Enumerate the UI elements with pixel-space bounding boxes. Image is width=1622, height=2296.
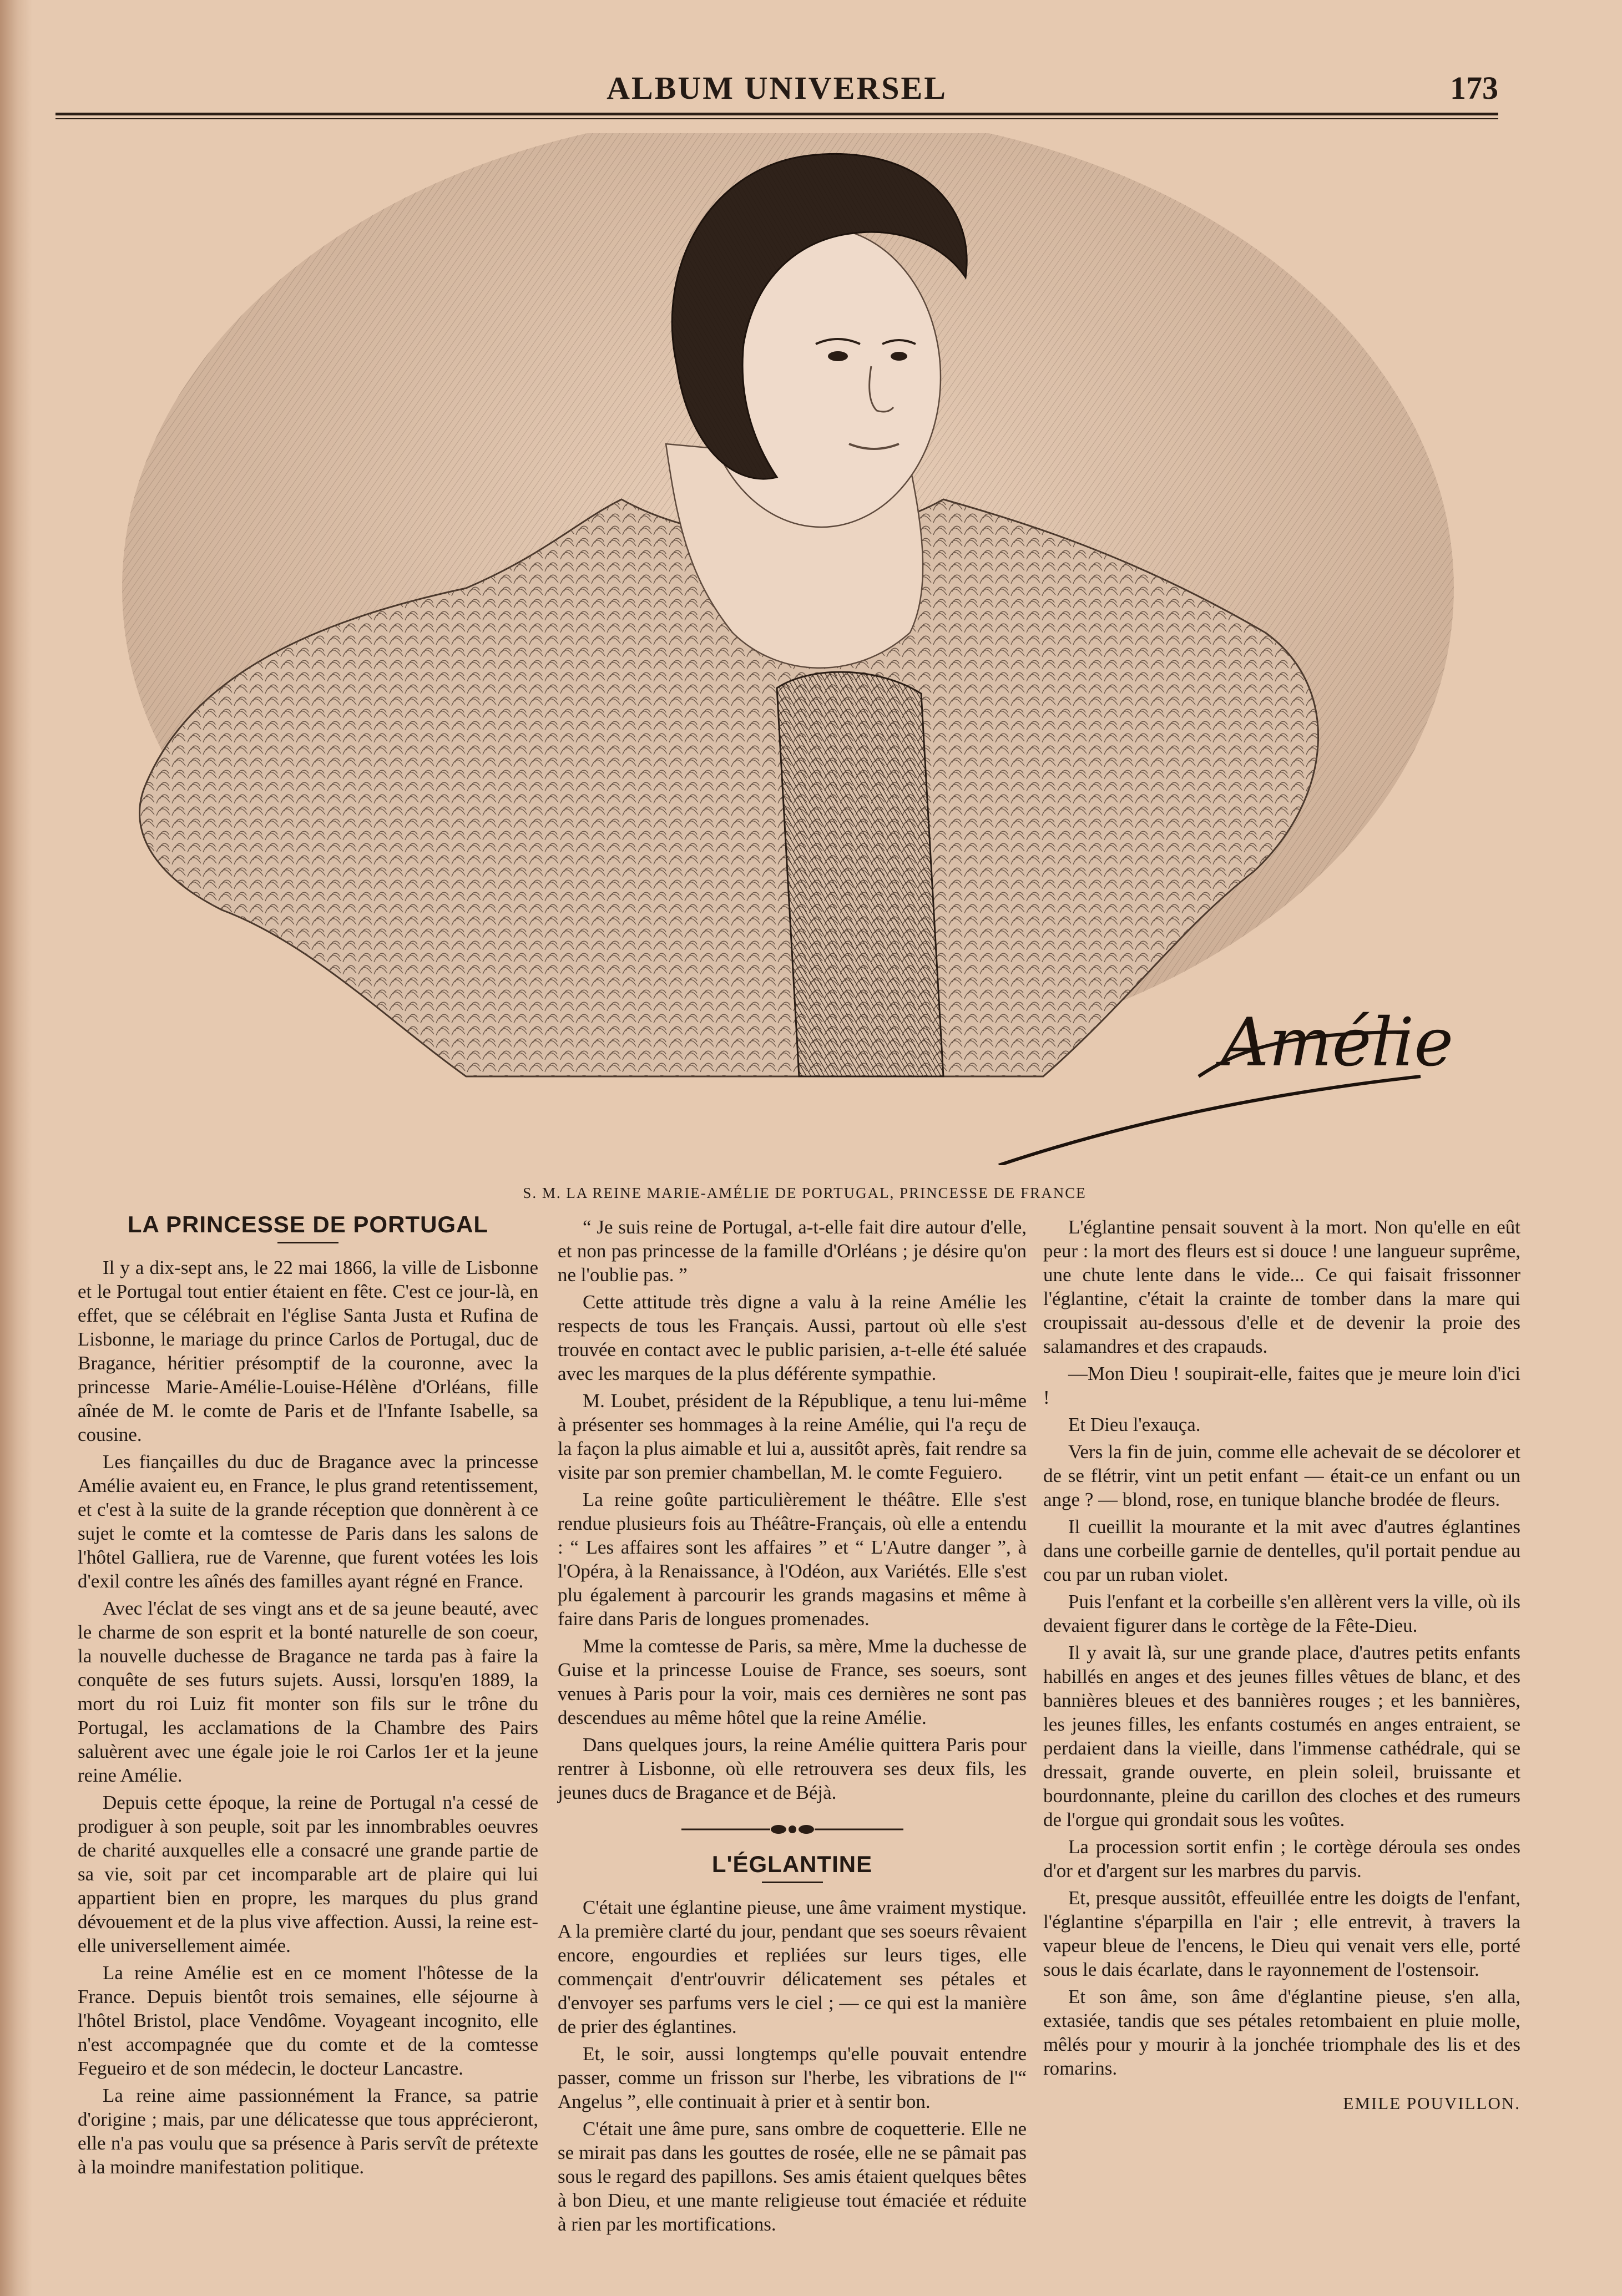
column-middle <box>558 1215 1027 2239</box>
paragraph: Il cueillit la mourante et la mit avec d'autres églantines dans une corbeille garnie de dentelles, qu'il portait pendue au cou par un ruban violet. <box>1043 1516 1520 1585</box>
paragraph: M. Loubet, président de la République, a tenu lui-même à présenter ses hommages à la reine Amélie, qui l'a reçu de la façon la plus aimable et lui a, aussitôt après, fait rendre sa visite par son premier chambellan, M. le comte Feguiero. <box>558 1390 1027 1483</box>
paragraph: Vers la fin de juin, comme elle achevait de se décolorer et de se flétrir, vint un petit enfant — était-ce un enfant ou un ange ? — blond, rose, en tunique blanche brodée de fleurs. <box>1043 1441 1520 1510</box>
page-number: 173 <box>1450 70 1498 106</box>
queen-portrait-engraving <box>78 133 1454 1165</box>
column-right <box>1043 1215 1520 2115</box>
masthead-rule-bottom <box>55 118 1498 119</box>
author-signature: EMILE POUVILLON. <box>1343 2093 1520 2113</box>
paragraph: “ Je suis reine de Portugal, a-t-elle fait dire autour d'elle, et non pas princesse de la famille d'Orléans ; je désire qu'on ne l'oublie pas. ” <box>558 1216 1027 1286</box>
paragraph: Puis l'enfant et la corbeille s'en allèrent vers la ville, où ils devaient figurer dans le cortège de la Fête-Dieu. <box>1043 1591 1520 1636</box>
signature: Amélie <box>1221 1004 1454 1081</box>
section-ornament <box>681 1821 903 1838</box>
bodice <box>777 672 943 1076</box>
paragraph: La procession sortit enfin ; le cortège déroula ses ondes d'or et d'argent sur les marbres du parvis. <box>1043 1836 1520 1882</box>
column-left <box>78 1212 538 2182</box>
article-heading-eglantine: L'ÉGLANTINE <box>711 1851 873 1877</box>
paragraph: Depuis cette époque, la reine de Portugal n'a cessé de prodiguer à son peuple, soit par les innombrables oeuvres de charité auxquelles elle a consacré une grande partie de sa vie, soit par cet incomparable art de plaire qui lui appartient bien en propre, les marques du plus grand dévouement et de la plus vive affection. Aussi, la reine est-elle universellement aimée. <box>78 1792 538 1956</box>
portrait-caption: S. M. LA REINE MARIE-AMÉLIE DE PORTUGAL, PRINCESSE DE FRANCE <box>523 1185 1087 1201</box>
paragraph: Et, le soir, aussi longtemps qu'elle pouvait entendre passer, comme un frisson sur l'herbe, les vibrations de l'“ Angelus ”, elle continuait à prier et à sentir bon. <box>558 2043 1027 2112</box>
paragraph: Les fiançailles du duc de Bragance avec la princesse Amélie avaient eu, en France, le plus grand retentissement, et c'est à la suite de la grande réception que donnèrent à ce sujet le comte et la comtesse de Paris dans les salons de l'hôtel Galliera, rue de Varenne, que furent votées les lois d'exil contre les aînés des familles ayant régné en France. <box>78 1451 538 1592</box>
paragraph: Il y a dix-sept ans, le 22 mai 1866, la ville de Lisbonne et le Portugal tout entier étaient en fête. C'est ce jour-là, en effet, que se célébrait en l'église Santa Justa et Rufina de Lisbonne, le mariage du prince Carlos de Portugal, duc de Bragance, héritier présomptif de la couronne, avec la princesse Marie-Amélie-Louise-Hélène d'Orléans, fille aînée de M. le comte de Paris et de l'Infante Isabelle, sa cousine. <box>78 1257 538 1445</box>
page-left-edge <box>0 0 32 2296</box>
masthead-rule-top <box>55 113 1498 115</box>
masthead-title: ALBUM UNIVERSEL <box>607 70 947 106</box>
paragraph: —Mon Dieu ! soupirait-elle, faites que je meure loin d'ici ! <box>1043 1363 1520 1408</box>
article-heading-princesse: LA PRINCESSE DE PORTUGAL <box>127 1211 489 1237</box>
paragraph: Et, presque aussitôt, effeuillée entre les doigts de l'enfant, l'églantine s'éparpilla en l'air ; elle entrevit, à travers la vapeur bleue de l'encens, le Dieu qui venait vers elle, porté sous le dais écarlate, dans le rayonnement de l'ostensoir. <box>1043 1887 1520 1980</box>
paragraph: Et son âme, son âme d'églantine pieuse, s'en alla, extasiée, tandis que ses pétales retombaient en pluie molle, mêlés pour y mourir à la jonchée triomphale des lis et des romarins. <box>1043 1986 1520 2079</box>
paragraph: La reine goûte particulièrement le théâtre. Elle s'est rendue plusieurs fois au Théâtre-Français, où elle a entendu : “ Les affaires sont les affaires ” et “ L'Autre danger ”, à l'Opéra, à la Renaissance, à l'Odéon, aux Variétés. Elle s'est plu également à parcourir les grands magasins et même à faire dans Paris de longues promenades. <box>558 1489 1027 1630</box>
heading-rule <box>762 1882 823 1883</box>
paragraph: Et Dieu l'exauça. <box>1068 1414 1201 1435</box>
paragraph: Avec l'éclat de ses vingt ans et de sa jeune beauté, avec le charme de son esprit et la bonté naturelle de son coeur, la nouvelle duchesse de Bragance ne tarda pas à faire la conquête de ses futurs sujets. Aussi, lorsqu'en 1889, la mort du roi Luiz fit monter son fils sur le trône du Portugal, les acclamations de la Chambre des Pairs saluèrent avec une égale joie le roi Carlos 1er et la jeune reine Amélie. <box>78 1597 538 1786</box>
paragraph: C'était une âme pure, sans ombre de coquetterie. Elle ne se mirait pas dans les gouttes de rosée, elle ne se pâmait pas sous le regard des papillons. Ses amis étaient quelques bêtes à bon Dieu, et une mante religieuse tout émaciée et réduite à rien par les mortifications. <box>558 2118 1027 2235</box>
paragraph: Cette attitude très digne a valu à la reine Amélie les respects de tous les Français. Aussi, partout où elle s'est trouvée en contact avec le public parisien, a-t-elle été saluée avec les marques de la plus déférente sympathie. <box>558 1291 1027 1384</box>
masthead <box>55 69 1498 106</box>
paragraph: L'églantine pensait souvent à la mort. Non qu'elle en eût peur : la mort des fleurs est si douce ! une langueur suprême, une chute lente dans le vide... Ce qui faisait frissonner l'églantine, c'était la crainte de tomber dans la mare qui croupissait au-dessous d'elle et de devenir la proie des salamandres et des crapauds. <box>1043 1216 1520 1357</box>
paragraph: Mme la comtesse de Paris, sa mère, Mme la duchesse de Guise et la princesse Louise de France, ses soeurs, sont venues à Paris pour la voir, mais ces dernières ne sont pas descendues au même hôtel que la reine Amélie. <box>558 1635 1027 1728</box>
paragraph: C'était une églantine pieuse, une âme vraiment mystique. A la première clarté du jour, pendant que ses soeurs rêvaient encore, engourdies et repliées sur leurs tiges, elle commençait d'entr'ouvrir délicatement ses pétales et d'envoyer ses parfums vers le ciel ; — ce qui est la manière de prier des églantines. <box>558 1897 1027 2037</box>
paragraph: La reine Amélie est en ce moment l'hôtesse de la France. Depuis bientôt trois semaines, elle séjourne à l'hôtel Bristol, place Vendôme. Voyageant incognito, elle n'est accompagnée que du comte et de la comtesse Fegueiro et de son médecin, le docteur Lancastre. <box>78 1962 538 2079</box>
paragraph: Il y avait là, sur une grande place, d'autres petits enfants habillés en anges et des jeunes filles vêtues de blanc, et des bannières bleues et des bannières rouges ; et les bannières, les jeunes filles, les enfants costumés en anges entraient, se perdaient dans la vieille, dans l'immense cathédrale, qui se dressait, grande ouverte, en plein soleil, bruissante et bourdonnante, pleine du carillon des cloches et des rumeurs de l'orgue qui grondait sous les voûtes. <box>1043 1642 1520 1830</box>
paragraph: Dans quelques jours, la reine Amélie quittera Paris pour rentrer à Lisbonne, où elle retrouvera ses deux fils, les jeunes ducs de Bragance et de Béjà. <box>558 1734 1027 1803</box>
paragraph: La reine aime passionnément la France, sa patrie d'origine ; mais, par une délicatesse que tous apprécieront, elle n'a pas voulu que sa présence à Paris servît de prétexte à la moindre manifestation politique. <box>78 2085 538 2178</box>
heading-rule <box>277 1242 338 1243</box>
